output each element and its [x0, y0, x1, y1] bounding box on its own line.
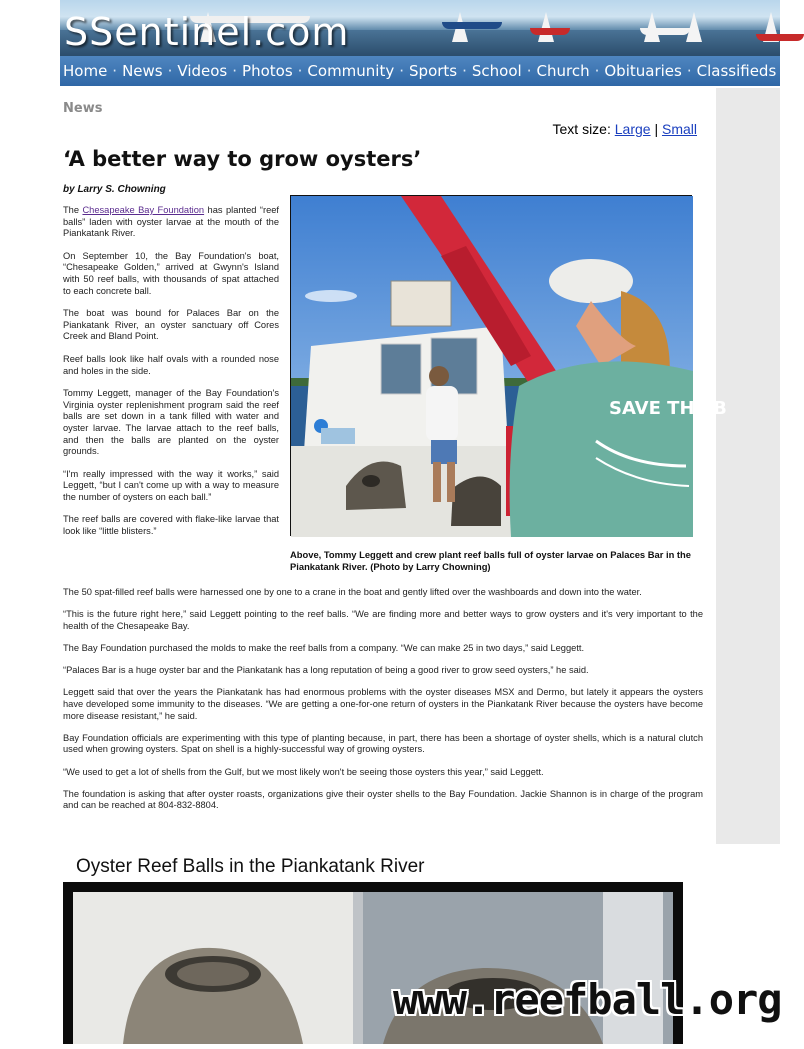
paragraph-text: The [63, 205, 83, 215]
banner-boat-hull [530, 28, 570, 35]
article-paragraph: The boat was bound for Palaces Bar on the Piankatank River, an oyster sanctuary off Cores Creek and Bland Point. [63, 308, 279, 342]
section-label: News [63, 101, 103, 116]
nav-item-videos[interactable]: Videos [177, 62, 228, 80]
article-paragraph: “Palaces Bar is a huge oyster bar and the Piankatank has a long reputation of being a good river to grow seed oysters,” he said. [63, 665, 589, 676]
text-size-large-link[interactable]: Large [614, 121, 651, 137]
nav-separator: · [112, 62, 118, 80]
photo-caption: Above, Tommy Leggett and crew plant reef balls full of oyster larvae on Palaces Bar in the Piankatank River. (Photo by Larry Chowning) [290, 549, 691, 572]
nav-item-sports[interactable]: Sports [409, 62, 458, 80]
article-photo-illustration [291, 196, 727, 537]
article-photo [290, 195, 727, 536]
nav-separator: · [686, 62, 692, 80]
article-paragraph: On September 10, the Bay Foundation's boat, “Chesapeake Golden,” arrived at Gwynn's Island with 50 reef balls, with thousands of spat attached to each concrete ball. [63, 250, 279, 296]
article-full-width-body [63, 587, 703, 822]
article-paragraph: Tommy Leggett, manager of the Bay Foundation's Virginia oyster replenishment program said the reef balls are set down in a tank filled with water and oyster larvae. The larvae attach to the reef balls, and then the balls are planted on the oyster grounds. [63, 388, 279, 457]
article-paragraph: The 50 spat-filled reef balls were harnessed one by one to a crane in the boat and gently lifted over the washboards and down into the water. [63, 587, 642, 597]
text-size-small-link[interactable]: Small [661, 121, 697, 137]
nav-separator: · [167, 62, 173, 80]
banner-boat-hull [640, 28, 690, 35]
banner-sailboat [538, 12, 554, 42]
shirt-text: SAVE THE B [609, 398, 727, 419]
article-headline: ‘A better way to grow oysters’ [63, 147, 422, 171]
text-size-control [553, 121, 698, 137]
nav-item-news[interactable]: News [122, 62, 163, 80]
watermark-text: www.reefball.org [393, 975, 782, 1024]
right-sidebar [716, 88, 780, 844]
banner-boat-hull [442, 22, 502, 29]
nav-item-obituaries[interactable]: Obituaries [604, 62, 682, 80]
article-byline: by Larry S. Chowning [63, 184, 166, 195]
nav-separator: · [594, 62, 600, 80]
chesapeake-bay-foundation-link[interactable]: Chesapeake Bay Foundation [82, 205, 205, 215]
nav-item-school[interactable]: School [471, 62, 522, 80]
article-paragraph [63, 205, 279, 240]
article-paragraph: Leggett said that over the years the Piankatank has had enormous problems with the oyster diseases MSX and Dermo, but lately it appears the oysters have developed some immunity to the diseases. “We are getting a one-for-one return of oysters in the Piankatank River because the oysters have become more disease resistant,” he said. [63, 687, 703, 721]
video-title: Oyster Reef Balls in the Piankatank River [76, 856, 425, 877]
paragraph-text: has planted “reef balls” laden with oyster larvae at the mouth of the Piankatank River. [63, 205, 280, 239]
banner-boat-hull [756, 34, 804, 41]
article-paragraph: The foundation is asking that after oyster roasts, organizations give their oyster shells to the Bay Foundation. Jackie Shannon is in charge of the program and can be reached at 804-832-8804. [63, 788, 703, 811]
nav-separator: · [462, 62, 467, 80]
nav-item-classifieds[interactable]: Classifieds [696, 62, 777, 80]
article-paragraph: “I'm really impressed with the way it works,” said Leggett, “but I can't come up with a way to measure the number of oysters on each ball.” [63, 468, 279, 502]
nav-separator: · [232, 62, 238, 80]
article-paragraph: The Bay Foundation purchased the molds to make the reef balls from a company. “We can make 25 in two days,” said Leggett. [63, 642, 585, 653]
article-left-column [63, 205, 279, 549]
article-paragraph: Bay Foundation officials are experimenting with this type of planting because, in part, there has been a shortage of oyster shells, which is a natural clutch used when growing oysters. Spat on shell is a highly-successful way of growing oysters. [63, 732, 703, 755]
nav-separator: · [526, 62, 532, 80]
nav-item-community[interactable]: Community [307, 62, 395, 80]
main-nav [60, 56, 780, 86]
nav-item-home[interactable]: Home [63, 62, 108, 80]
nav-item-church[interactable]: Church [536, 62, 590, 80]
nav-separator: · [297, 62, 303, 80]
text-size-divider: | [654, 121, 659, 137]
text-size-label: Text size: [552, 121, 611, 137]
banner-sailboat [686, 12, 702, 42]
nav-separator: · [399, 62, 405, 80]
banner-sailboat [644, 12, 660, 42]
article-paragraph: “We used to get a lot of shells from the Gulf, but we most likely won't be seeing those oysters this year,” said Leggett. [63, 766, 544, 777]
nav-item-photos[interactable]: Photos [242, 62, 293, 80]
article-paragraph: “This is the future right here,” said Leggett pointing to the reef balls. “We are finding more and better ways to grow oysters and it's very important to the health of the Chesapeake Bay. [63, 609, 703, 631]
article-paragraph: The reef balls are covered with flake-like larvae that look like “little blisters.” [63, 514, 279, 537]
site-logo[interactable]: SSentinel.com [64, 10, 350, 54]
article-paragraph: Reef balls look like half ovals with a rounded nose and holes in the side. [63, 353, 279, 376]
